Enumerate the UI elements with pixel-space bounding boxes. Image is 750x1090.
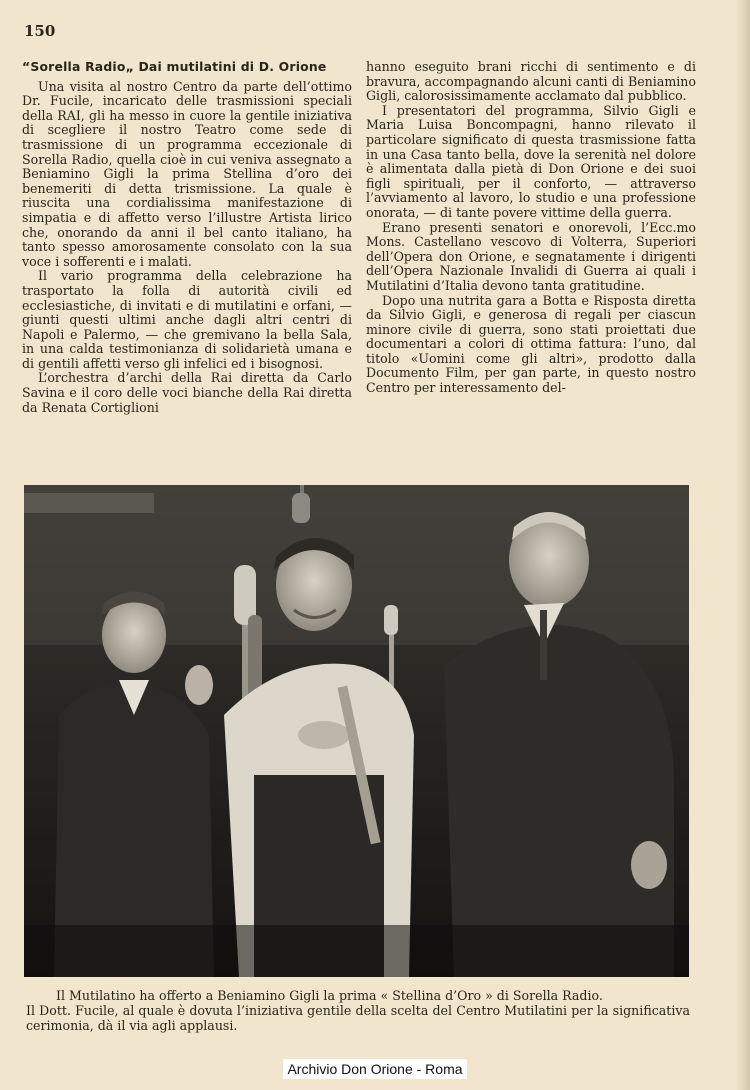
archive-watermark [0, 1061, 750, 1077]
article-paragraph: L’orchestra d’archi della Rai diretta da Carlo Savina e il coro delle voci bianche della Rai diretta da Renata Cortiglioni [22, 370, 352, 415]
article-paragraph: I presentatori del programma, Silvio Gigli e Maria Luisa Boncompagni, hanno rilevato il particolare significato di questa trasmissione fatta in una Casa tanto bella, dove la serenità nel dolore è alimentata dalla pietà di Don Orione e dei suoi figli spirituali, per il conforto, — attraverso l’avviamento al lavoro, lo studio e una professione onorata, — di tante povere vittime della guerra. [366, 102, 696, 220]
ceremony-photo [24, 485, 689, 977]
photo-caption [26, 988, 690, 1033]
caption-line: Il Mutilatino ha offerto a Beniamino Gigli la prima « Stellina d’Oro » di Sorella Radio. [56, 988, 603, 1003]
article-column-left [22, 60, 352, 415]
article-headline: “Sorella Radio„ Dai mutilatini di D. Orione [22, 59, 327, 74]
article-paragraph: hanno eseguito brani ricchi di sentimento e di bravura, accompagnando alcuni canti di Beniamino Gigli, calorosissimamente acclamato dal pubblico. [366, 59, 696, 104]
article-paragraph: Dopo una nutrita gara a Botta e Risposta diretta da Silvio Gigli, e generosa di regali per ciascun minore civile di guerra, sono stati proiettati due documentari a colori di ottima fattura: l’uno, dal titolo «Uomini come gli altri», prodotto dalla Documento Film, per gan parte, in questo nostro Centro per interessamento del- [366, 292, 696, 396]
archive-label: Archivio Don Orione - Roma [283, 1059, 466, 1079]
caption-line: Il Dott. Fucile, al quale è dovuta l’iniziativa gentile della scelta del Centro Mutilatini per la significativa cerimonia, dà il via agli applausi. [26, 1003, 690, 1033]
ceremony-photo-illustration [24, 485, 689, 977]
article-column-right [366, 60, 696, 396]
article-paragraph: Una visita al nostro Centro da parte dell’ottimo Dr. Fucile, incaricato delle trasmissioni speciali della RAI, gli ha messo in cuore la gentile iniziativa di scegliere il nostro Teatro come sede di trasmissione di un programma eccezionale di Sorella Radio, quella cioè in cui veniva assegnato a Beniamino Gigli la prima Stellina d’oro dei benemeriti di detta trismissione. La quale è riuscita una cordialissima manifestazione di simpatia e di affetto verso l’illustre Artista lirico che, onorando da anni il bel canto italiano, ha tanto spesso amorosamente consolato con la sua voce i sofferenti e i malati. [22, 78, 352, 269]
article-paragraph: Erano presenti senatori e onorevoli, l’Ecc.mo Mons. Castellano vescovo di Volterra, Superiori dell’Opera don Orione, e segnatamente i dirigenti dell’Opera Nazionale Invalidi di Guerra ai quali i Mutilatini d’Italia devono tanta gratitudine. [366, 219, 696, 293]
page-edge-shadow [736, 0, 750, 1090]
page-number: 150 [24, 22, 56, 40]
article-paragraph: Il vario programma della celebrazione ha trasportato la folla di autorità civili ed ecclesiastiche, di invitati e di mutilatini e orfani, — giunti questi ultimi anche dagli altri centri di Napoli e Palermo, — che gremivano la bella Sala, in una calda testimonianza di solidarietà umana e di gentili affetti verso gli infelici ed i bisognosi. [22, 268, 352, 371]
